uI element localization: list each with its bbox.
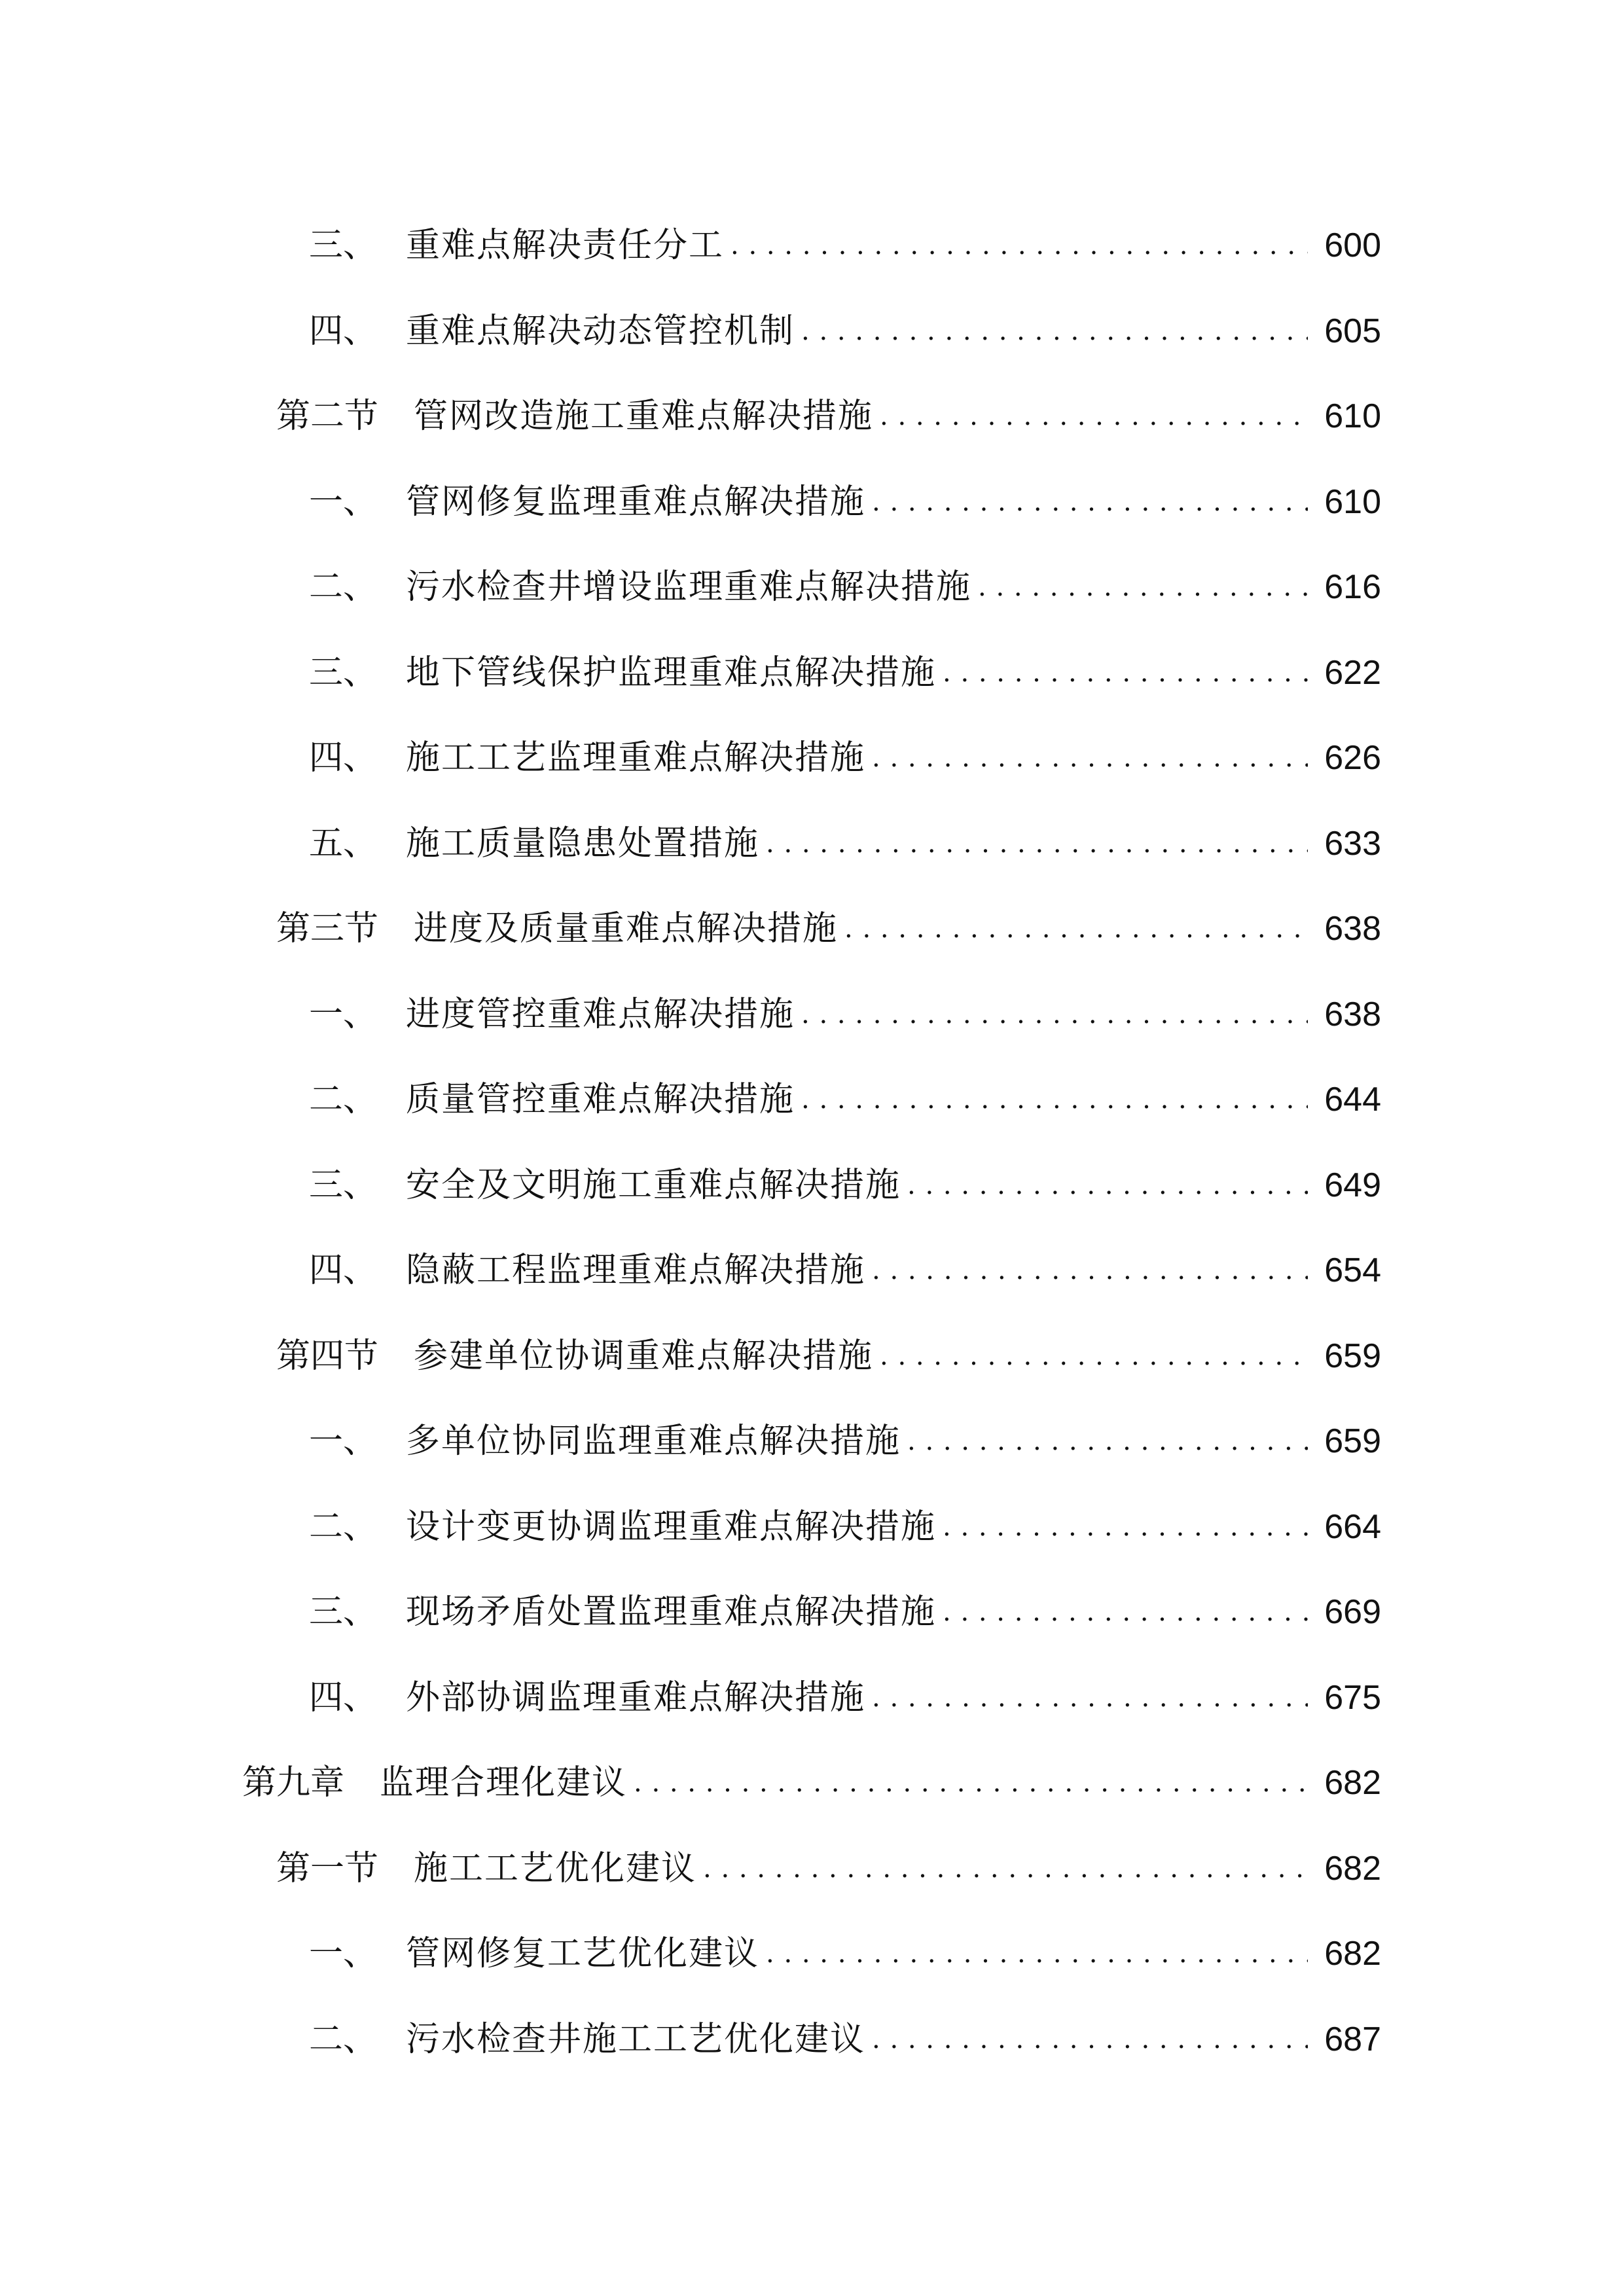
toc-entry[interactable] xyxy=(242,289,1381,374)
toc-entry[interactable] xyxy=(242,1484,1381,1570)
toc-entry-marker: 四、 xyxy=(309,738,378,778)
dot-leader xyxy=(872,1251,1308,1290)
toc-entry[interactable] xyxy=(242,1826,1381,1912)
toc-entry-title: 监理合理化建议 xyxy=(380,1763,628,1803)
toc-entry-page-number: 654 xyxy=(1324,1251,1381,1290)
toc-entry-page-number: 664 xyxy=(1324,1507,1381,1546)
toc-entry-page-number: 633 xyxy=(1324,824,1381,863)
toc-entry-marker: 第四节 xyxy=(276,1336,379,1376)
toc-entry-marker: 五、 xyxy=(309,823,378,863)
toc-entry-title: 污水检查井增设监理重难点解决措施 xyxy=(406,567,972,607)
toc-entry-title: 多单位协同监理重难点解决措施 xyxy=(406,1422,901,1462)
toc-entry[interactable] xyxy=(242,1997,1381,2083)
toc-entry-marker: 二、 xyxy=(309,1507,378,1547)
toc-entry[interactable] xyxy=(242,972,1381,1058)
toc-entry-title: 重难点解决责任分工 xyxy=(406,226,725,266)
toc-entry[interactable] xyxy=(242,1057,1381,1143)
toc-entry-page-number: 682 xyxy=(1324,1764,1381,1803)
toc-entry-title: 进度及质量重难点解决措施 xyxy=(414,909,839,949)
toc-entry[interactable] xyxy=(242,1143,1381,1229)
dot-leader xyxy=(766,824,1308,863)
dot-leader xyxy=(766,1934,1308,1973)
dot-leader xyxy=(880,397,1308,436)
toc-entry-marker: 三、 xyxy=(309,226,378,266)
toc-entry-marker: 三、 xyxy=(309,653,378,692)
toc-entry-marker: 二、 xyxy=(309,2019,378,2059)
dot-leader xyxy=(943,1592,1308,1632)
toc-entry-title: 管网改造施工重难点解决措施 xyxy=(414,397,874,437)
toc-entry-page-number: 687 xyxy=(1324,2020,1381,2058)
toc-entry[interactable] xyxy=(242,374,1381,459)
toc-entry[interactable] xyxy=(242,1655,1381,1741)
toc-entry-title: 管网修复工艺优化建议 xyxy=(406,1934,760,1974)
dot-leader xyxy=(943,653,1308,692)
toc-entry-marker: 四、 xyxy=(309,311,378,351)
toc-entry-marker: 三、 xyxy=(309,1592,378,1632)
dot-leader xyxy=(907,1166,1308,1205)
toc-entry-marker: 第二节 xyxy=(276,397,379,437)
dot-leader xyxy=(880,1336,1308,1376)
toc-entry[interactable] xyxy=(242,1228,1381,1314)
dot-leader xyxy=(844,909,1308,948)
toc-entry-title: 进度管控重难点解决措施 xyxy=(406,994,795,1034)
toc-entry-page-number: 649 xyxy=(1324,1166,1381,1204)
toc-entry-marker: 四、 xyxy=(309,1677,378,1717)
toc-entry[interactable] xyxy=(242,886,1381,972)
toc-entry-page-number: 610 xyxy=(1324,397,1381,436)
toc-entry-marker: 三、 xyxy=(309,1165,378,1205)
toc-entry-page-number: 669 xyxy=(1324,1593,1381,1632)
dot-leader xyxy=(943,1507,1308,1547)
toc-entry-marker: 一、 xyxy=(309,1422,378,1462)
toc-entry[interactable] xyxy=(242,545,1381,630)
toc-entry-marker: 第三节 xyxy=(276,909,379,949)
toc-entry[interactable] xyxy=(242,1911,1381,1997)
toc-entry[interactable] xyxy=(242,1740,1381,1826)
toc-entry-title: 参建单位协调重难点解决措施 xyxy=(414,1336,874,1376)
toc-entry-title: 质量管控重难点解决措施 xyxy=(406,1080,795,1120)
dot-leader xyxy=(872,1678,1308,1717)
toc-entry-page-number: 659 xyxy=(1324,1422,1381,1461)
toc-entry[interactable] xyxy=(242,1314,1381,1399)
dot-leader xyxy=(978,567,1308,607)
toc-entry[interactable] xyxy=(242,1570,1381,1655)
toc-entry[interactable] xyxy=(242,203,1381,289)
toc-entry-title: 隐蔽工程监理重难点解决措施 xyxy=(406,1251,866,1291)
toc-entry-title: 现场矛盾处置监理重难点解决措施 xyxy=(406,1592,937,1632)
toc-entry-marker: 二、 xyxy=(309,567,378,607)
toc-entry-title: 地下管线保护监理重难点解决措施 xyxy=(406,653,937,692)
dot-leader xyxy=(872,2020,1308,2059)
dot-leader xyxy=(731,226,1308,265)
toc-entry[interactable] xyxy=(242,715,1381,801)
toc-entry[interactable] xyxy=(242,630,1381,716)
toc-entry-page-number: 644 xyxy=(1324,1081,1381,1119)
toc-entry-title: 管网修复监理重难点解决措施 xyxy=(406,482,866,522)
toc-entry-marker: 一、 xyxy=(309,1934,378,1974)
toc-entry-page-number: 675 xyxy=(1324,1678,1381,1717)
toc-entry-marker: 四、 xyxy=(309,1251,378,1291)
toc-entry-marker: 二、 xyxy=(309,1080,378,1120)
toc-entry-page-number: 659 xyxy=(1324,1336,1381,1375)
toc-entry-marker: 第一节 xyxy=(276,1848,379,1888)
toc-entry-page-number: 638 xyxy=(1324,910,1381,948)
toc-entry[interactable] xyxy=(242,801,1381,887)
toc-entry-page-number: 626 xyxy=(1324,739,1381,778)
toc-entry-marker: 第九章 xyxy=(242,1763,345,1803)
toc-entry-page-number: 605 xyxy=(1324,312,1381,350)
toc-entry-title: 外部协调监理重难点解决措施 xyxy=(406,1677,866,1717)
toc-entry-title: 施工工艺优化建议 xyxy=(414,1848,697,1888)
dot-leader xyxy=(634,1763,1308,1803)
toc-entry-title: 污水检查井施工工艺优化建议 xyxy=(406,2019,866,2059)
toc-entry-title: 施工质量隐患处置措施 xyxy=(406,823,760,863)
toc-entry-title: 重难点解决动态管控机制 xyxy=(406,311,795,351)
toc-entry[interactable] xyxy=(242,459,1381,545)
dot-leader xyxy=(801,312,1308,351)
toc-entry-page-number: 682 xyxy=(1324,1849,1381,1888)
dot-leader xyxy=(872,482,1308,522)
dot-leader xyxy=(703,1849,1308,1888)
toc-entry-title: 施工工艺监理重难点解决措施 xyxy=(406,738,866,778)
toc-entry-marker: 一、 xyxy=(309,482,378,522)
table-of-contents xyxy=(242,203,1381,2082)
toc-entry-page-number: 638 xyxy=(1324,995,1381,1033)
toc-entry-title: 设计变更协调监理重难点解决措施 xyxy=(406,1507,937,1547)
toc-entry-page-number: 682 xyxy=(1324,1935,1381,1973)
toc-entry-page-number: 610 xyxy=(1324,482,1381,521)
toc-entry[interactable] xyxy=(242,1399,1381,1484)
toc-entry-page-number: 616 xyxy=(1324,568,1381,607)
dot-leader xyxy=(801,995,1308,1034)
dot-leader xyxy=(872,738,1308,778)
toc-entry-marker: 一、 xyxy=(309,994,378,1034)
toc-entry-page-number: 622 xyxy=(1324,653,1381,692)
toc-entry-page-number: 600 xyxy=(1324,226,1381,265)
toc-entry-title: 安全及文明施工重难点解决措施 xyxy=(406,1165,901,1205)
dot-leader xyxy=(801,1080,1308,1119)
dot-leader xyxy=(907,1422,1308,1461)
